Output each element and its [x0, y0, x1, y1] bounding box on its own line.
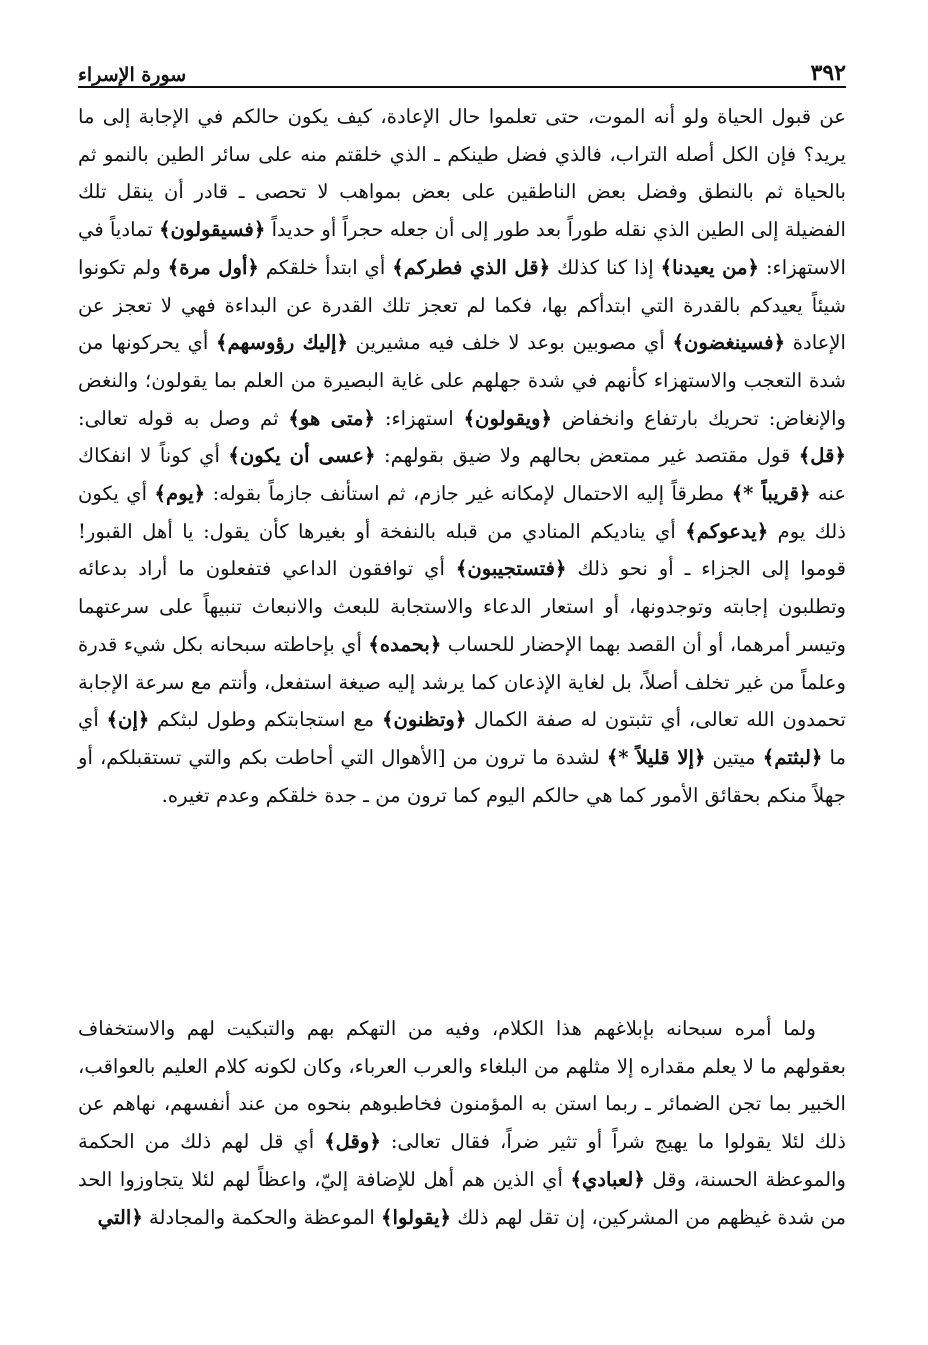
- quran-quote: ﴿يقولوا﴾: [381, 1205, 452, 1229]
- quran-quote: ﴿قل﴾: [798, 444, 846, 468]
- text-run: أي يكون ذلك يوم: [78, 482, 846, 543]
- commentary-paragraph-1: [78, 98, 846, 814]
- text-run: مع استجابتكم وطول لبثكم: [149, 708, 382, 732]
- quran-quote: ﴿قل الذي فطركم﴾: [392, 255, 551, 279]
- text-run: أي توافقون الداعي فتفعلون ما أراد بدعائه وتطلبون إجابته وتوجدونها، أو استعار الدعاء والاستجابة للبعث والانبعاث تنبيهاً على سرعتهما وتيسر أمرهما، أو أن القصد بهما الإحضار للحساب: [78, 557, 846, 656]
- quran-quote: ﴿أول مرة﴾: [167, 255, 259, 279]
- text-run: مطرقاً إليه الاحتمال لإمكانه غير جازم، ثم استأنف جازماً بقوله:: [205, 482, 732, 506]
- quran-quote: ﴿فسينغضون﴾: [672, 331, 786, 355]
- text-run: استهزاء:: [375, 406, 464, 430]
- text-run: أي مصوبين بوعد لا خلف فيه مشيرين: [347, 331, 673, 355]
- text-run: ميتين: [705, 745, 763, 769]
- text-run: ولم تكونوا شيئاً يعيدكم بالقدرة التي ابتدأكم بها، فكما لم تعجز تلك القدرة عن البداءة فهي لا تعجز عن الإعادة: [78, 255, 847, 355]
- text-run: ثم وصل به قوله تعالى:: [78, 406, 289, 430]
- text-run: أي كوناً لا انفكاك عنه: [78, 444, 847, 506]
- quran-quote: ﴿قريباً *﴾: [731, 482, 811, 506]
- quran-quote: ﴿ويقولون﴾: [463, 406, 552, 430]
- text-run: لشدة ما ترون من [الأهوال التي أحاطت بكم والتي تستقبلكم، أو جهلاً منكم بحقائق الأمور كما هي حالكم اليوم كما ترون من ـ جدة خلقكم وعدم تغيره.: [78, 745, 846, 807]
- quran-quote: ﴿وتظنون﴾: [381, 708, 467, 732]
- text-run: أي بإحاطته سبحانه بكل شيء قدرة وعلماً من غير تخلف أصلاً، بل لغاية الإذعان كما يرشد إليه صيغة استفعل، وأنتم مع سرعة الإجابة تحمدون الله تعالى، أي تثبتون له صفة الكمال: [78, 632, 846, 732]
- quran-quote: ﴿إليك رؤوسهم﴾: [216, 331, 348, 355]
- text-run: أي ابتدأ خلقكم: [258, 255, 393, 279]
- text-run: ولما أمره سبحانه بإبلاغهم هذا الكلام، وفيه من التهكم بهم والتبكيت لهم والاستخفاف بعقولهم ما لا يعلم مقداره إلا مثلهم من البلغاء والعرب العرباء، وكان لكونه كلام العليم بالعواقب، الخبير بما تجن الضمائر ـ ربما استن به المؤمنون فخاطبوهم بنحوه من عند أنفسهم، نهاهم عن ذلك لئلا يقولوا ما يهيج شراً أو تثير ضراً، فقال تعالى:: [78, 1017, 846, 1154]
- text-run: تمادياً في الاستهزاء:: [78, 218, 846, 279]
- quran-quote: ﴿فسيقولون﴾: [159, 218, 266, 242]
- quran-quote: ﴿متى هو﴾: [288, 406, 375, 430]
- quran-quote: ﴿لعبادي﴾: [570, 1167, 645, 1191]
- quran-quote: ﴿يوم﴾: [154, 482, 206, 506]
- quran-quote: ﴿يدعوكم﴾: [685, 519, 769, 543]
- text-run: قول مقتصد غير ممتعض بحالهم ولا ضيق بقولهم:: [375, 444, 799, 468]
- text-run: عن قبول الحياة ولو أنه الموت، حتى تعلموا حال الإعادة، كيف يكون حالكم في الإجابة إلى ما يريد؟ فإن الكل أصله التراب، فالذي فضل طينكم ـ الذي خلقتم منه على سائر الطين بالنمو ثم بالحياة ثم بالنطق وفضل بعض الناطقين على بعض بمواهب لا تحصى ـ قادر أن ينقل تلك الفضيلة إلى الطين الذي نقله طوراً بعد طور إلى أن جعله حجراً أو حديداً: [78, 105, 846, 242]
- running-header: [78, 52, 846, 88]
- quran-quote: ﴿من يعيدنا﴾: [660, 255, 760, 279]
- text-run: أي يناديكم المنادي من قبله بالنفخة أو بغيرها كأن يقول: يا أهل القبور! قوموا إلى الجزاء ـ أو نحو ذلك: [78, 519, 846, 581]
- page-number: ٣٩٢: [810, 60, 846, 86]
- quran-quote: ﴿لبثتم﴾: [762, 745, 823, 769]
- text-run: إذا كنا كذلك: [550, 255, 661, 279]
- text-run: أي ما: [78, 708, 846, 769]
- quran-quote: ﴿التي: [97, 1205, 143, 1229]
- quran-quote: ﴿إلا قليلاً *﴾: [606, 745, 706, 769]
- quran-quote: ﴿عسى أن يكون﴾: [228, 444, 376, 468]
- text-run: أي قل لهم ذلك من الحكمة والموعظة الحسنة، وقل: [78, 1130, 846, 1191]
- quran-quote: ﴿بحمده﴾: [368, 632, 442, 656]
- quran-quote: ﴿إن﴾: [106, 708, 150, 732]
- surah-title: سورة الإسراء: [78, 64, 187, 86]
- text-run: أي يحركونها من شدة التعجب والاستهزاء كأنهم في شدة جهلهم على غاية البصيرة من العلم بما يقولون؛ والنغض والإنغاض: تحريك بارتفاع وانخفاض: [78, 331, 846, 430]
- quran-quote: ﴿وقل﴾: [324, 1130, 381, 1154]
- text-run: أي الذين هم أهل للإضافة إليّ، واعظاً لهم لئلا يتجاوزوا الحد من شدة غيظهم من المشركين، إن تقل لهم ذلك: [78, 1167, 846, 1229]
- quran-quote: ﴿فتستجيبون﴾: [455, 557, 567, 581]
- text-run: الموعظة والحكمة والمجادلة: [142, 1205, 382, 1229]
- commentary-paragraph-2: [78, 1010, 846, 1236]
